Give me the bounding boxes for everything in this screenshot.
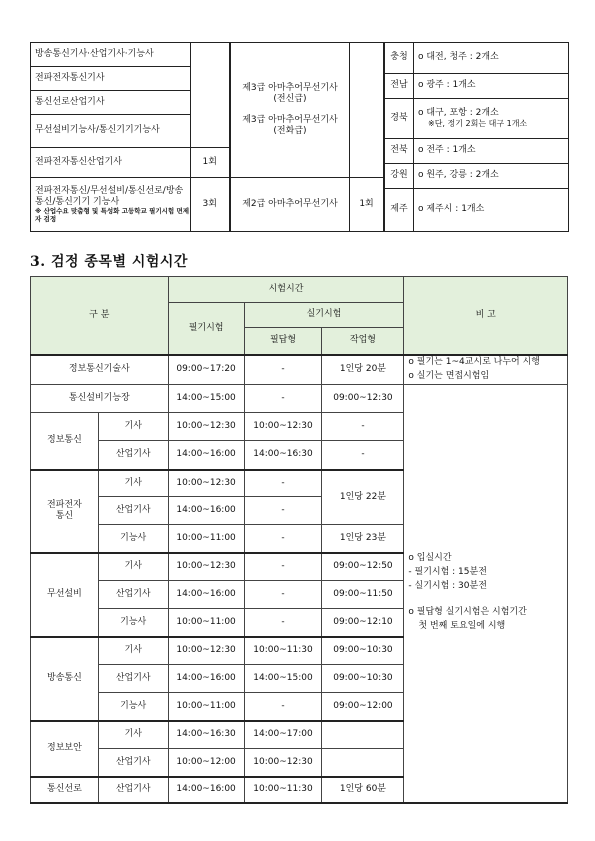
remark-cell: o 입실시간 - 필기시험 : 15분전 - 실기시험 : 30분전 o 필답형 실기시험은 시험기간 첫 번째 토요일에 시행 bbox=[404, 385, 568, 803]
group-cell: 방송통신 bbox=[31, 637, 99, 721]
work-time: 09:00~12:30 bbox=[322, 385, 404, 413]
region-text: o 원주, 강릉 : 2개소 bbox=[414, 164, 569, 189]
category-cell: 통신설비기능장 bbox=[31, 385, 169, 413]
region-name: 충청 bbox=[385, 43, 414, 74]
region-text: o 대구, 포항 : 2개소 ※단, 정기 2회는 대구 1개소 bbox=[414, 99, 569, 139]
work-time: 09:00~10:30 bbox=[322, 637, 404, 665]
region-name: 제주 bbox=[385, 189, 414, 232]
written-time: 09:00~17:20 bbox=[168, 355, 244, 385]
amateur-cell: 제2급 아마추어무선기사 bbox=[230, 178, 350, 232]
qualification-cell: 전파전자통신산업기사 bbox=[31, 148, 191, 178]
remark-cell: o 필기는 1~4교시로 나누어 시행 o 실기는 면접시험임 bbox=[404, 355, 568, 385]
level-cell: 기사 bbox=[98, 721, 168, 749]
category-cell: 정보통신기술사 bbox=[31, 355, 169, 385]
group-cell: 정보보안 bbox=[31, 721, 99, 777]
region-text: o 제주시 : 1개소 bbox=[414, 189, 569, 232]
work-time: 1인당 60분 bbox=[322, 777, 404, 803]
work-time: 1인당 23분 bbox=[322, 525, 404, 553]
level-cell: 기사 bbox=[98, 637, 168, 665]
region-name: 강원 bbox=[385, 164, 414, 189]
work-time: 09:00~12:00 bbox=[322, 693, 404, 721]
group-cell: 무선설비 bbox=[31, 553, 99, 637]
exam-schedule-table bbox=[30, 276, 568, 804]
group-cell: 통신선로 bbox=[31, 777, 99, 803]
written-time: 10:00~12:30 bbox=[168, 553, 244, 581]
pen-time: - bbox=[244, 609, 322, 637]
header-remark: 비 고 bbox=[404, 277, 568, 355]
written-time: 10:00~12:30 bbox=[168, 470, 244, 497]
header-exam-time: 시험시간 bbox=[168, 277, 404, 303]
level-cell: 산업기사 bbox=[98, 497, 168, 525]
count-cell: 3회 bbox=[190, 178, 230, 232]
qualification-cell: 무선설비기능사/통신기기기능사 bbox=[31, 115, 191, 148]
written-time: 14:00~16:00 bbox=[168, 441, 244, 470]
written-time: 14:00~16:00 bbox=[168, 777, 244, 803]
pen-time: - bbox=[244, 470, 322, 497]
written-time: 10:00~11:00 bbox=[168, 609, 244, 637]
pen-time: - bbox=[244, 693, 322, 721]
pen-time: 14:00~15:00 bbox=[244, 665, 322, 693]
pen-time: - bbox=[244, 525, 322, 553]
header-practical: 실기시험 bbox=[244, 303, 404, 328]
work-time bbox=[322, 721, 404, 749]
level-cell: 산업기사 bbox=[98, 749, 168, 777]
pen-time: - bbox=[244, 385, 322, 413]
count-cell: 1회 bbox=[350, 178, 384, 232]
region-text: o 전주 : 1개소 bbox=[414, 139, 569, 164]
written-time: 14:00~16:00 bbox=[168, 581, 244, 609]
qualification-table bbox=[30, 42, 384, 232]
pen-time: 14:00~17:00 bbox=[244, 721, 322, 749]
work-time bbox=[322, 749, 404, 777]
work-time: - bbox=[322, 441, 404, 470]
pen-time: - bbox=[244, 355, 322, 385]
written-time: 14:00~16:00 bbox=[168, 665, 244, 693]
work-time: 09:00~11:50 bbox=[322, 581, 404, 609]
pen-time: 10:00~12:30 bbox=[244, 413, 322, 441]
level-cell: 기능사 bbox=[98, 609, 168, 637]
count-cell bbox=[350, 43, 384, 178]
written-time: 10:00~11:00 bbox=[168, 693, 244, 721]
header-pen: 필답형 bbox=[244, 328, 322, 355]
level-cell: 기사 bbox=[98, 553, 168, 581]
level-cell: 산업기사 bbox=[98, 777, 168, 803]
written-time: 10:00~12:30 bbox=[168, 637, 244, 665]
written-time: 10:00~11:00 bbox=[168, 525, 244, 553]
pen-time: 10:00~11:30 bbox=[244, 637, 322, 665]
qualification-cell: 방송통신기사·산업기사·기능사 bbox=[31, 43, 191, 67]
qualification-cell: 전파전자통신/무선설비/통신선로/방송통신/통신기기 기능사 ※ 산업수요 맞춤형 및 특성화 고등학교 필기시험 면제자 검정 bbox=[31, 178, 191, 232]
written-time: 10:00~12:00 bbox=[168, 749, 244, 777]
region-text: o 광주 : 1개소 bbox=[414, 74, 569, 99]
group-cell: 정보통신 bbox=[31, 413, 99, 470]
region-text: o 대전, 청주 : 2개소 bbox=[414, 43, 569, 74]
written-time: 10:00~12:30 bbox=[168, 413, 244, 441]
pen-time: 10:00~11:30 bbox=[244, 777, 322, 803]
region-name: 전남 bbox=[385, 74, 414, 99]
level-cell: 기사 bbox=[98, 413, 168, 441]
pen-time: - bbox=[244, 497, 322, 525]
region-name: 전북 bbox=[385, 139, 414, 164]
pen-time: - bbox=[244, 581, 322, 609]
level-cell: 산업기사 bbox=[98, 441, 168, 470]
qualification-cell: 전파전자통신기사 bbox=[31, 67, 191, 91]
work-time: 09:00~12:10 bbox=[322, 609, 404, 637]
work-time: - bbox=[322, 413, 404, 441]
region-name: 경북 bbox=[385, 99, 414, 139]
pen-time: - bbox=[244, 553, 322, 581]
qualification-cell: 통신선로산업기사 bbox=[31, 91, 191, 115]
pen-time: 14:00~16:30 bbox=[244, 441, 322, 470]
work-time: 1인당 20분 bbox=[322, 355, 404, 385]
written-time: 14:00~16:00 bbox=[168, 497, 244, 525]
written-time: 14:00~15:00 bbox=[168, 385, 244, 413]
header-category: 구 분 bbox=[31, 277, 169, 355]
section-title: 3. 검정 종목별 시험시간 bbox=[30, 254, 188, 270]
written-time: 14:00~16:30 bbox=[168, 721, 244, 749]
region-table bbox=[384, 42, 569, 232]
work-time: 09:00~10:30 bbox=[322, 665, 404, 693]
header-work: 작업형 bbox=[322, 328, 404, 355]
count-cell: 1회 bbox=[190, 148, 230, 178]
header-written: 필기시험 bbox=[168, 303, 244, 355]
amateur-cell: 제3급 아마추어무선기사 (전신급) 제3급 아마추어무선기사 (전화급) bbox=[230, 43, 350, 178]
group-cell: 전파전자 통신 bbox=[31, 470, 99, 553]
work-time: 09:00~12:50 bbox=[322, 553, 404, 581]
count-cell bbox=[190, 43, 230, 148]
level-cell: 기능사 bbox=[98, 525, 168, 553]
work-time: 1인당 22분 bbox=[322, 470, 404, 525]
level-cell: 기사 bbox=[98, 470, 168, 497]
exemption-note: ※ 산업수요 맞춤형 및 특성화 고등학교 필기시험 면제자 검정 bbox=[35, 207, 190, 223]
level-cell: 기능사 bbox=[98, 693, 168, 721]
level-cell: 산업기사 bbox=[98, 581, 168, 609]
pen-time: 10:00~12:30 bbox=[244, 749, 322, 777]
level-cell: 산업기사 bbox=[98, 665, 168, 693]
